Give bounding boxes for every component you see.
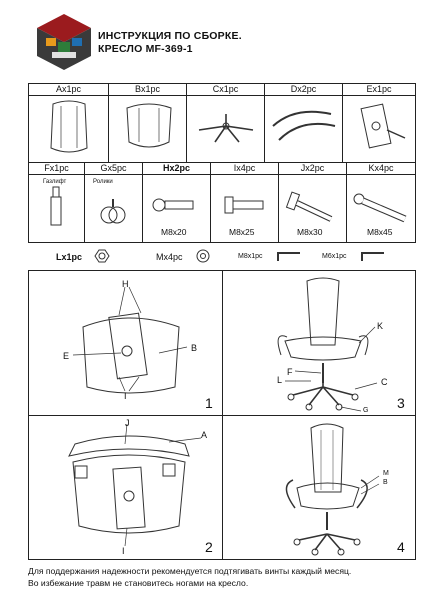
part-cell-c [187,84,265,162]
step-3-label-f: F [287,367,293,377]
hex-key-2-label: M6x1pc [322,253,347,260]
part-label-a: Ax1pc [55,84,81,94]
part-label-c: Cx1pc [212,84,239,94]
part-cell-h [143,163,211,242]
step-3-panel [223,271,415,415]
title-line-2: КРЕСЛО MF-369-1 [98,43,193,55]
seat-icon [109,96,187,162]
part-cell-g [85,163,143,242]
backrest-icon [29,96,109,162]
step-2-label-j: J [125,418,130,428]
step-3-number: 3 [397,395,405,411]
armrest-mount-diagram [223,416,415,559]
part-cell-e [343,84,415,162]
step-4-label-b: B [383,479,388,486]
bolt-j-icon [279,185,347,225]
brand-logo [34,12,94,74]
mechanism-icon [343,96,415,162]
maintenance-note: Для поддержания надежности рекомендуется подтягивать винты каждый месяц. [28,566,352,576]
part-m-label: Mx4pc [156,252,183,262]
step-1-panel [29,271,222,415]
part-cell-i [211,163,279,242]
part-note-g: Ролики [93,179,113,185]
bolt-k-icon [347,185,415,225]
step-1-label-e: E [63,351,70,361]
hex-key-1-label: M8x1pc [238,253,263,260]
step-2-label-a: A [201,430,208,440]
step-1-label-i: I [124,391,127,401]
step-2-number: 2 [205,539,213,555]
part-size-k: M8x45 [367,227,393,237]
part-cell-a [29,84,109,162]
washer-icon [196,249,210,263]
step-1-number: 1 [205,395,213,411]
part-cell-k [347,163,415,242]
armrest-icon [265,96,343,162]
step-4-label-m: M [383,470,389,477]
part-size-j: M8x30 [297,227,323,237]
backrest-mount-diagram [29,416,222,559]
part-label-d: Dx2pc [290,84,317,94]
parts-table-row-2 [28,163,416,243]
step-3-label-g: G [363,407,369,414]
part-cell-d [265,84,343,162]
chair-base-diagram [223,271,415,415]
step-3-label-l: L [277,375,283,385]
step-4-number: 4 [397,539,405,555]
part-cell-f [29,163,85,242]
step-2-label-i: I [122,546,125,556]
step-2-panel [29,416,222,559]
step-3-label-c: C [381,377,388,387]
part-label-b: Bx1pc [134,84,160,94]
hex-key-1-icon [276,251,302,263]
part-label-h: Hx2pc [162,163,190,173]
safety-note: Во избежание травм не становитесь ногами на кресло. [28,578,249,588]
base-icon [187,96,265,162]
part-note-f: Газлифт [43,179,67,185]
bolt-h-icon [143,185,211,225]
nut-icon [92,248,112,264]
part-label-j: Jx2pc [300,163,325,173]
part-l-label: Lx1pc [56,252,83,262]
hex-key-2-icon [360,251,386,263]
document-title [98,30,242,56]
part-label-i: Ix4pc [233,163,256,173]
step-1-label-h: H [122,279,129,289]
step-1-label-b: B [191,343,198,353]
gas-lift-icon [29,181,85,241]
title-line-1: ИНСТРУКЦИЯ ПО СБОРКЕ. [98,30,242,42]
part-size-h: M8x20 [161,227,187,237]
step-4-panel [223,416,415,559]
part-size-i: M8x25 [229,227,255,237]
part-label-g: Gx5pc [100,163,127,173]
part-label-k: Kx4pc [368,163,394,173]
parts-table-row-1 [28,83,416,163]
step-3-label-k: K [377,321,384,331]
part-cell-j [279,163,347,242]
part-label-e: Ex1pc [366,84,392,94]
caster-icon [85,181,143,241]
bolt-i-icon [211,185,279,225]
part-cell-b [109,84,187,162]
part-label-f: Fx1pc [44,163,69,173]
assembly-steps-grid [28,270,416,560]
